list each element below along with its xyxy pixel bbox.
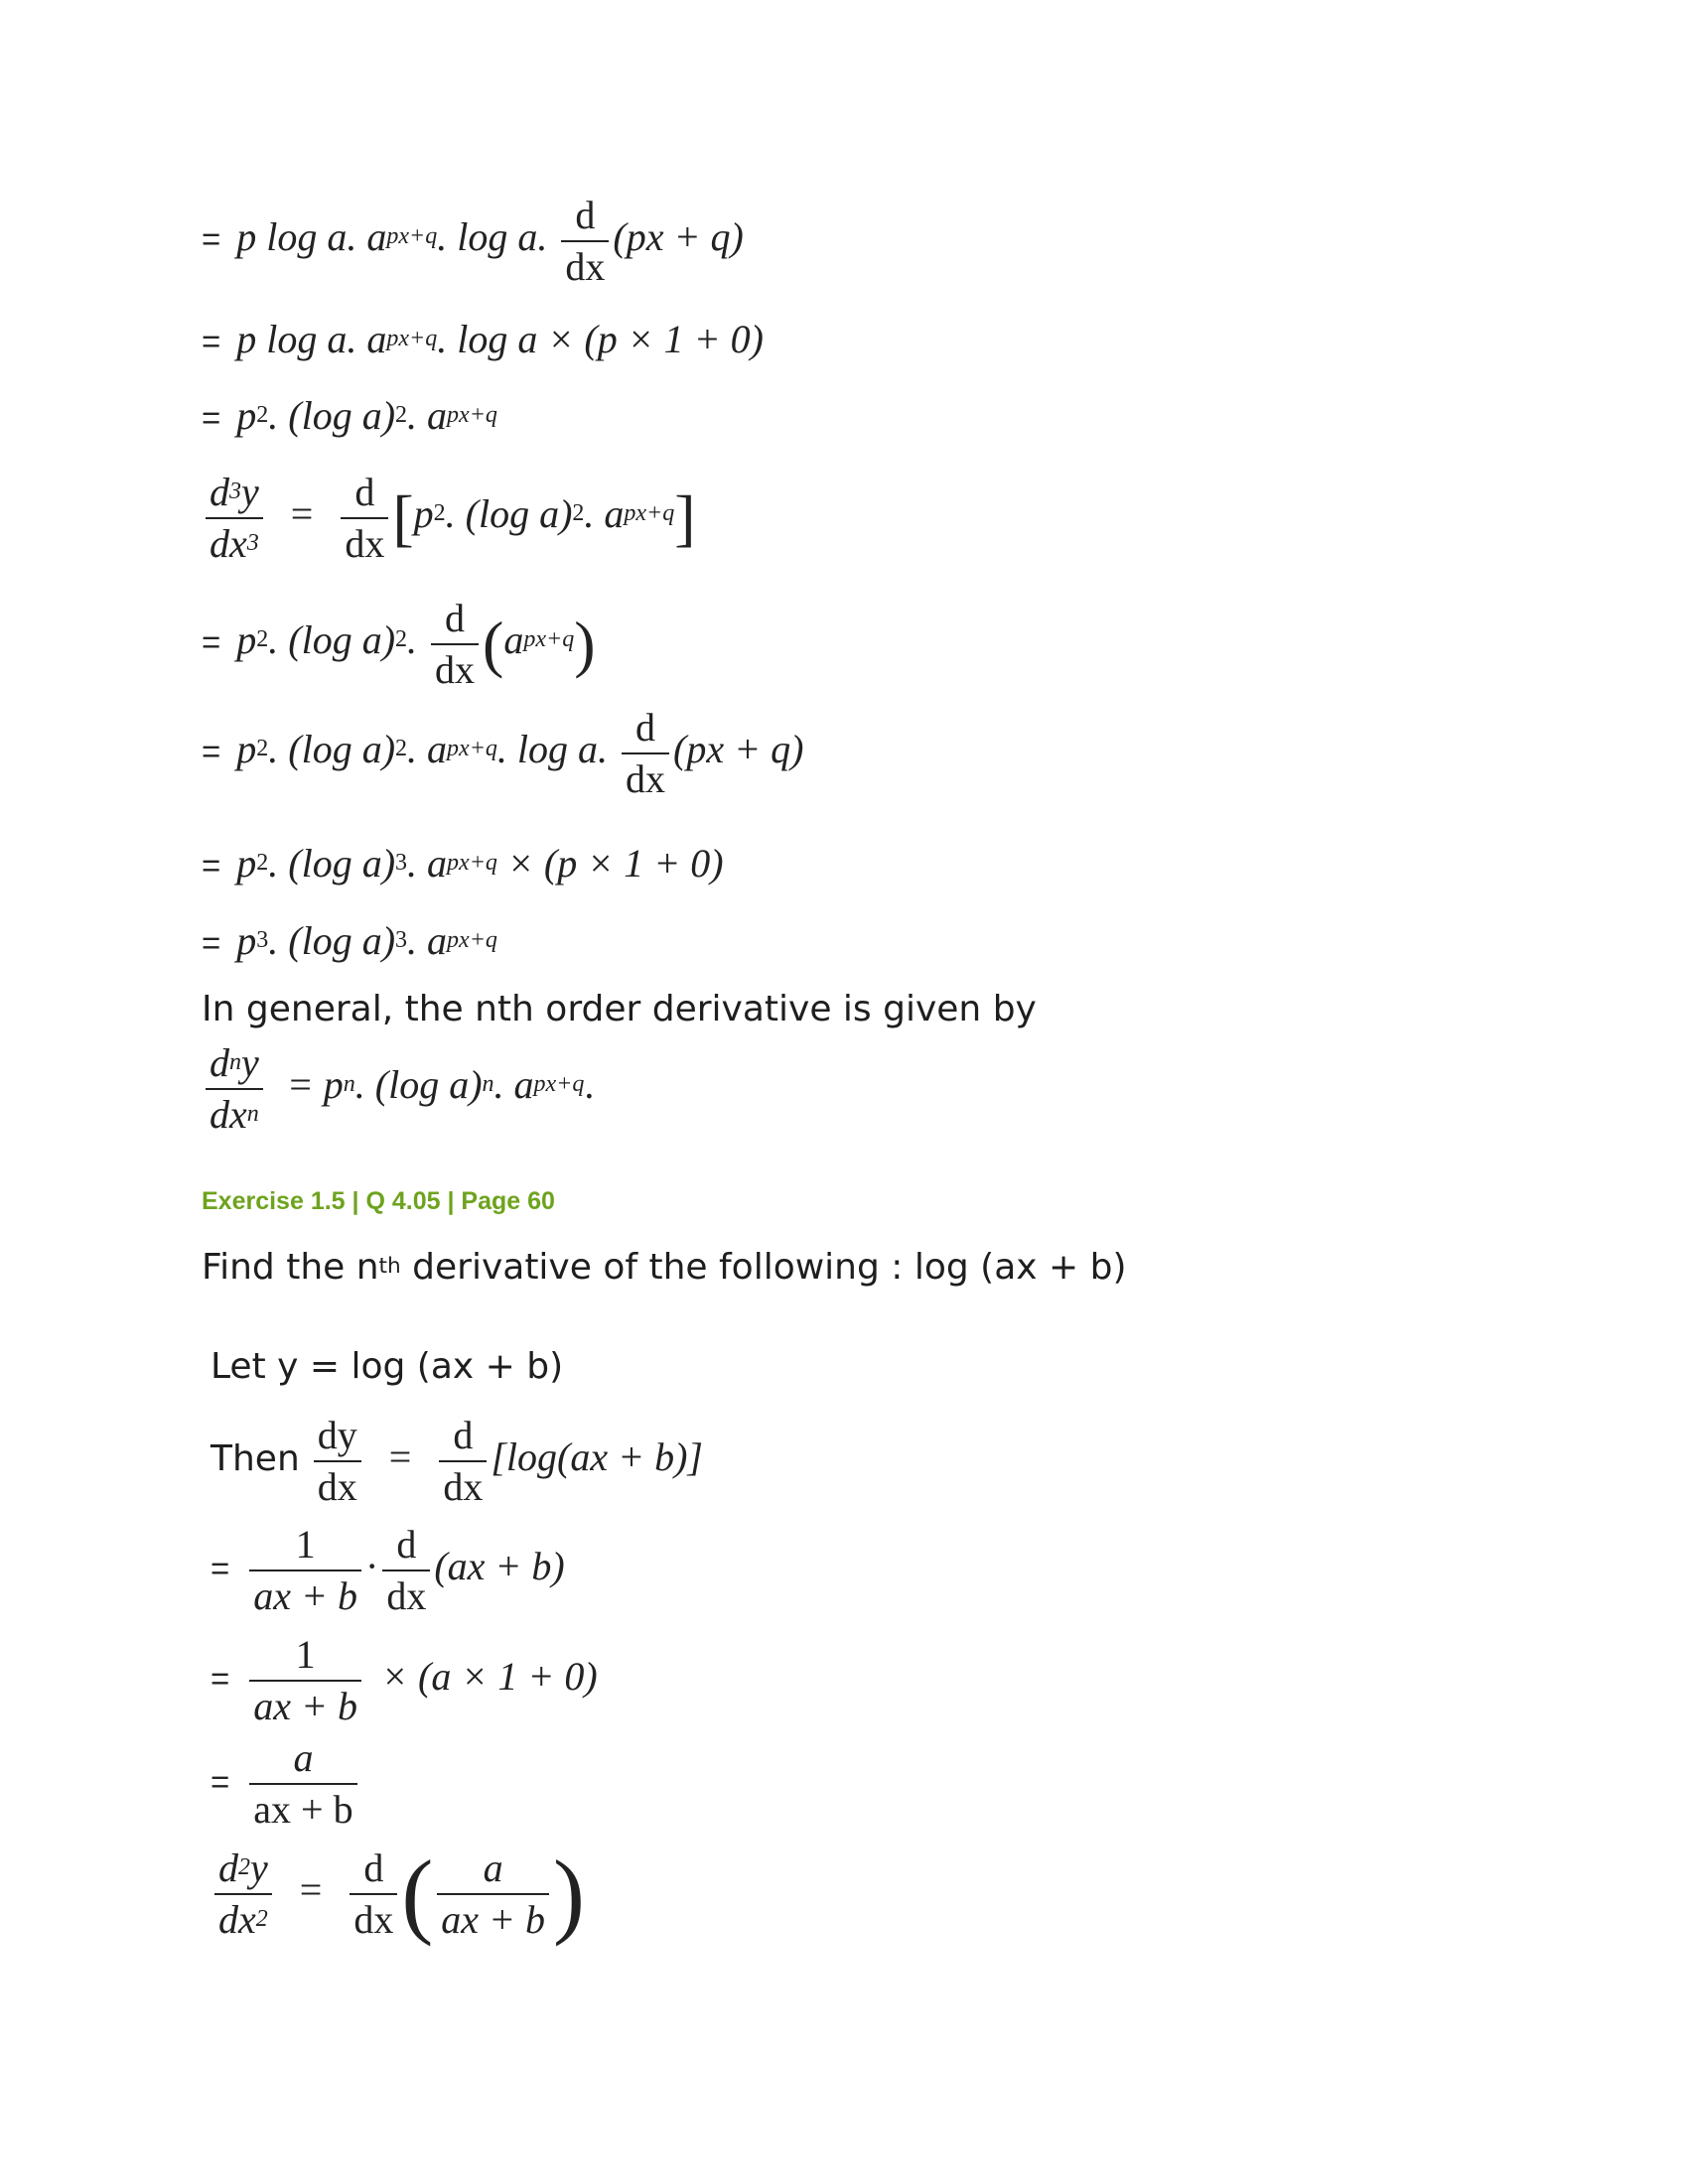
solution-step-1: = $\frac{1}{ax + b}$ · $\frac{d}{dx}$ (ax + b) [211,1522,565,1618]
fraction-d-dx: $\frac{d}{dx}$ [341,472,388,565]
math-line-4-third-derivative: $\frac{d^3y}{dx^3}$ = $\frac{d}{dx}$ [$p^2$. (log a)$^2$. $a^{px+q}$] [202,472,696,565]
math-line-8: = $p^3$. (log a)$^3$. $a^{px+q}$ [202,918,497,963]
fraction-d2y-dx2: $\frac{d^2y}{dx^2}$ [214,1847,272,1941]
solution-step-3: = $\frac{a}{ax + b}$ [211,1737,361,1831]
solution-step-2: = $\frac{1}{ax + b}$ × (a × 1 + 0) [211,1632,598,1728]
math-line-nth-derivative-result: $\frac{d^ny}{dx^n}$ = $p^n$. (log a)$^n$. $a^{px+q}$. [202,1042,594,1136]
math-line-6: = $p^2$. (log a)$^2$. $a^{px+q}$. log a. $\frac{d}{dx}$ (px + q) [202,705,804,801]
fraction-d-dx: $\frac{d}{dx}$ [439,1415,487,1508]
fraction-d-dx: $\frac{d}{dx}$ [431,598,479,691]
fraction-a-over-ax-plus-b: $\frac{a}{ax + b}$ [249,1737,356,1831]
math-line-1: = p log a. $a^{px+q}$. log a. $\frac{d}{dx}$ (px + q) [202,193,744,289]
general-statement: In general, the nth order derivative is given by [202,989,1037,1029]
math-line-2: = p log a. $a^{px+q}$. log a × (p × 1 + 0) [202,317,764,361]
fraction-1-over-ax-plus-b: $\frac{1}{ax + b}$ [249,1634,361,1727]
question-text: Find the $n^{th}$ derivative of the following : log (ax + b) [202,1247,1127,1288]
math-line-5: = $p^2$. (log a)$^2$. $\frac{d}{dx}$ $(a^{px+q})$ [202,596,596,692]
solution-then-line: Then $\frac{dy}{dx}$ = $\frac{d}{dx}$ [log(ax + b)] [211,1413,703,1509]
fraction-d-dx: $\frac{d}{dx}$ [622,707,669,800]
exercise-heading: Exercise 1.5 | Q 4.05 | Page 60 [202,1187,555,1215]
math-line-3: = $p^2$. (log a)$^2$. $a^{px+q}$ [202,393,497,438]
fraction-d3y-dx3: $\frac{d^3y}{dx^3}$ [206,472,263,565]
fraction-dy-dx: $\frac{dy}{dx}$ [314,1415,361,1508]
fraction-d-dx: $\frac{d}{dx}$ [350,1847,397,1941]
fraction-dny-dxn: $\frac{d^ny}{dx^n}$ [206,1042,263,1136]
math-line-7: = $p^2$. (log a)$^3$. $a^{px+q} \times (p \times 1 + 0)$ [202,841,724,886]
fraction-d-dx: $\frac{d}{dx}$ [561,195,609,288]
fraction-d-dx: $\frac{d}{dx}$ [382,1524,430,1617]
fraction-1-over-ax-plus-b: $\frac{1}{ax + b}$ [249,1524,361,1617]
solution-let-line: Let y = log (ax + b) [211,1346,564,1387]
fraction-a-over-ax-plus-b: $\frac{a}{ax + b}$ [437,1847,549,1941]
solution-second-derivative: $\frac{d^2y}{dx^2}$ = $\frac{d}{dx}$ ( $\frac{a}{ax + b}$ ) [211,1846,585,1942]
